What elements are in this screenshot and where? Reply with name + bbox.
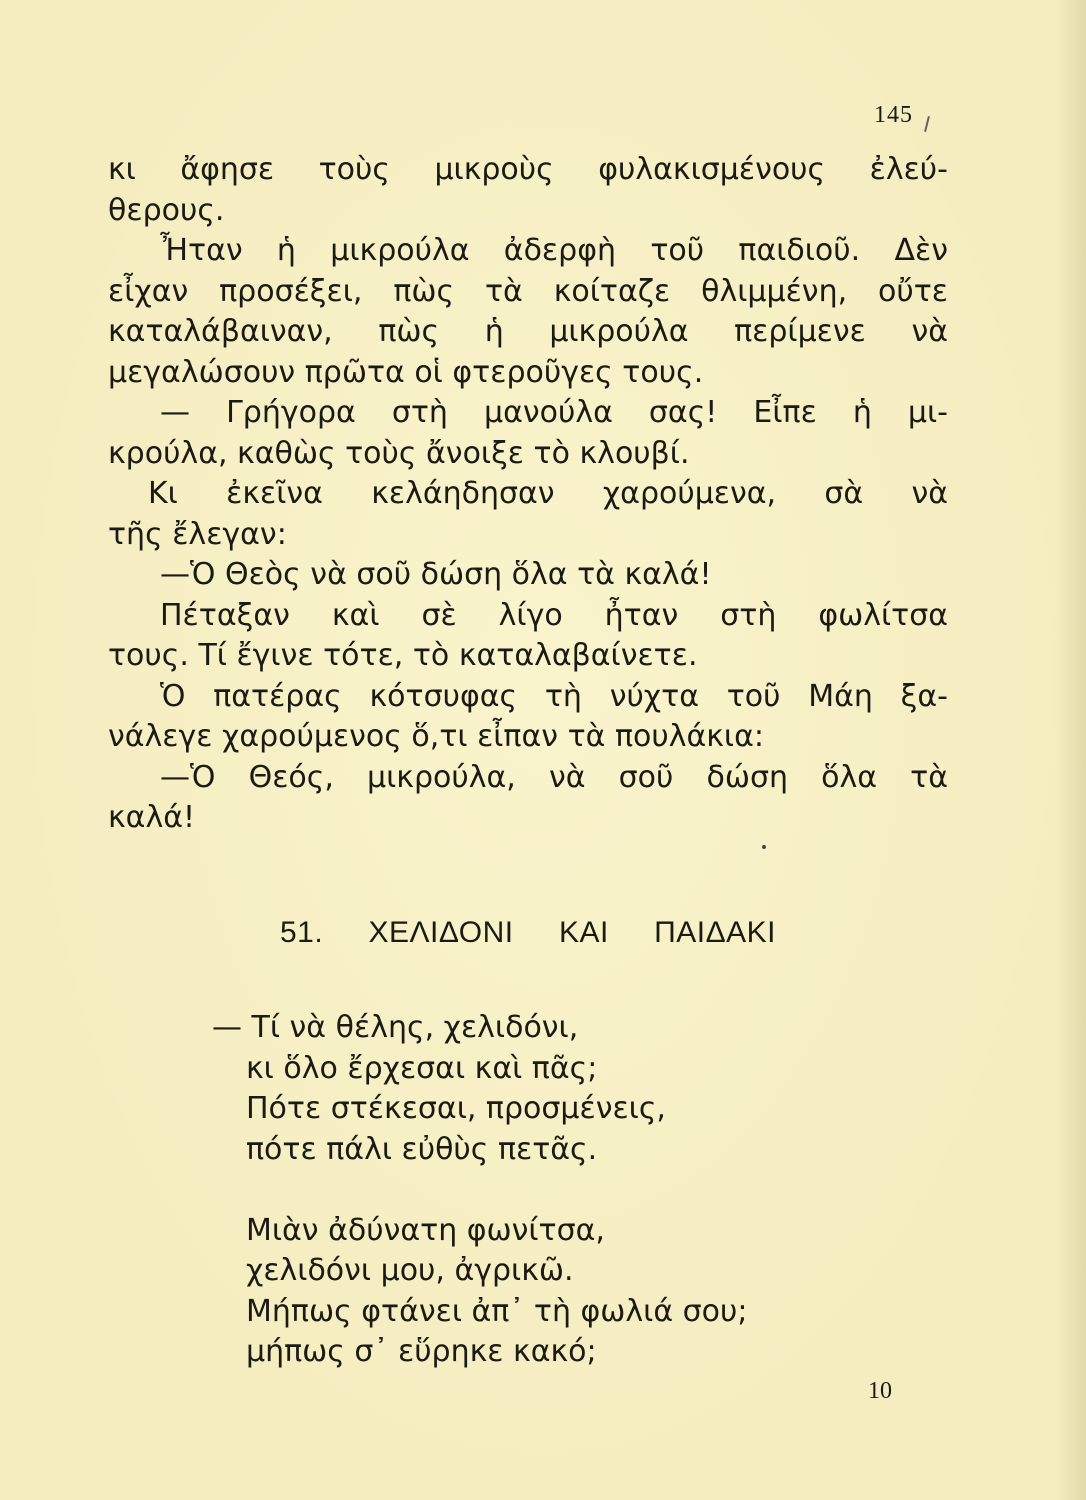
prose-line: — Γρήγορα στὴ μανούλα σας! Εἶπε ἡ μι-	[160, 395, 948, 430]
poem	[212, 1008, 748, 1373]
prose-line: Πέταξαν καὶ σὲ λίγο ἦταν στὴ φωλίτσα	[160, 597, 948, 633]
prose-line: —Ὁ Θεός, μικρούλα, νὰ σοῦ δώση ὅλα τὰ	[160, 759, 948, 795]
poem-verse: Μήπως φτάνει ἀπ᾿ τὴ φωλιά σου;	[246, 1293, 748, 1329]
prose-line: κι ἄφησε τοὺς μικροὺς φυλακισμένους ἐλεύ-	[108, 152, 948, 187]
poem-verse: κι ὅλο ἔρχεσαι καὶ πᾶς;	[246, 1050, 598, 1086]
prose-line: Ὁ πατέρας κότσυφας τὴ νύχτα τοῦ Μάη ξα-	[160, 678, 948, 714]
print-speck	[762, 845, 766, 849]
prose-line: Ἦταν ἡ μικρούλα ἀδερφὴ τοῦ παιδιοῦ. Δὲν	[160, 233, 948, 268]
prose-line: καλά!	[108, 800, 196, 835]
prose-line: Κι ἐκεῖνα κελάηδησαν χαρούμενα, σὰ νὰ	[148, 476, 948, 511]
poem-verse: Πότε στέκεσαι, προσμένεις,	[246, 1091, 666, 1126]
page-edge-shadow	[1056, 0, 1086, 1500]
print-tick-mark	[924, 116, 930, 132]
stanza-gap	[246, 1170, 747, 1211]
prose-line: καταλάβαιναν, πὼς ἡ μικρούλα περίμενε νὰ	[108, 314, 948, 349]
prose-line: —Ὁ Θεὸς νὰ σοῦ δώση ὅλα τὰ καλά!	[160, 557, 712, 592]
prose-line: τους. Τί ἔγινε τότε, τὸ καταλαβαίνετε.	[108, 638, 698, 673]
page-number: 145	[874, 102, 913, 128]
prose-text	[108, 150, 948, 839]
prose-line: νάλεγε χαρούμενος ὅ,τι εἶπαν τὰ πουλάκια:	[108, 719, 764, 754]
prose-line: εἶχαν προσέξει, πὼς τὰ κοίταζε θλιμμένη, οὔτε	[108, 273, 948, 309]
poem-verse: — Τί νὰ θέλης, χελιδόνι,	[212, 1010, 579, 1045]
poem-verse: μήπως σ᾿ εὕρηκε κακό;	[246, 1334, 597, 1369]
poem-verse: πότε πάλι εὐθὺς πετᾶς.	[246, 1131, 598, 1167]
section-title: 51. ΧΕΛΙΔΟΝΙ ΚΑΙ ΠΑΙΔΑΚΙ	[280, 916, 776, 949]
poem-verse: Μιὰν ἀδύνατη φωνίτσα,	[246, 1212, 605, 1248]
poem-verse: χελιδόνι μου, ἀγρικῶ.	[246, 1253, 574, 1288]
prose-line: μεγαλώσουν πρῶτα οἱ φτεροῦγες τους.	[108, 354, 704, 390]
printer-signature-mark: 10	[868, 1378, 892, 1404]
prose-line: τῆς ἔλεγαν:	[108, 516, 287, 552]
prose-line: κρούλα, καθὼς τοὺς ἄνοιξε τὸ κλουβί.	[108, 435, 690, 471]
prose-line: θερους.	[108, 192, 225, 228]
